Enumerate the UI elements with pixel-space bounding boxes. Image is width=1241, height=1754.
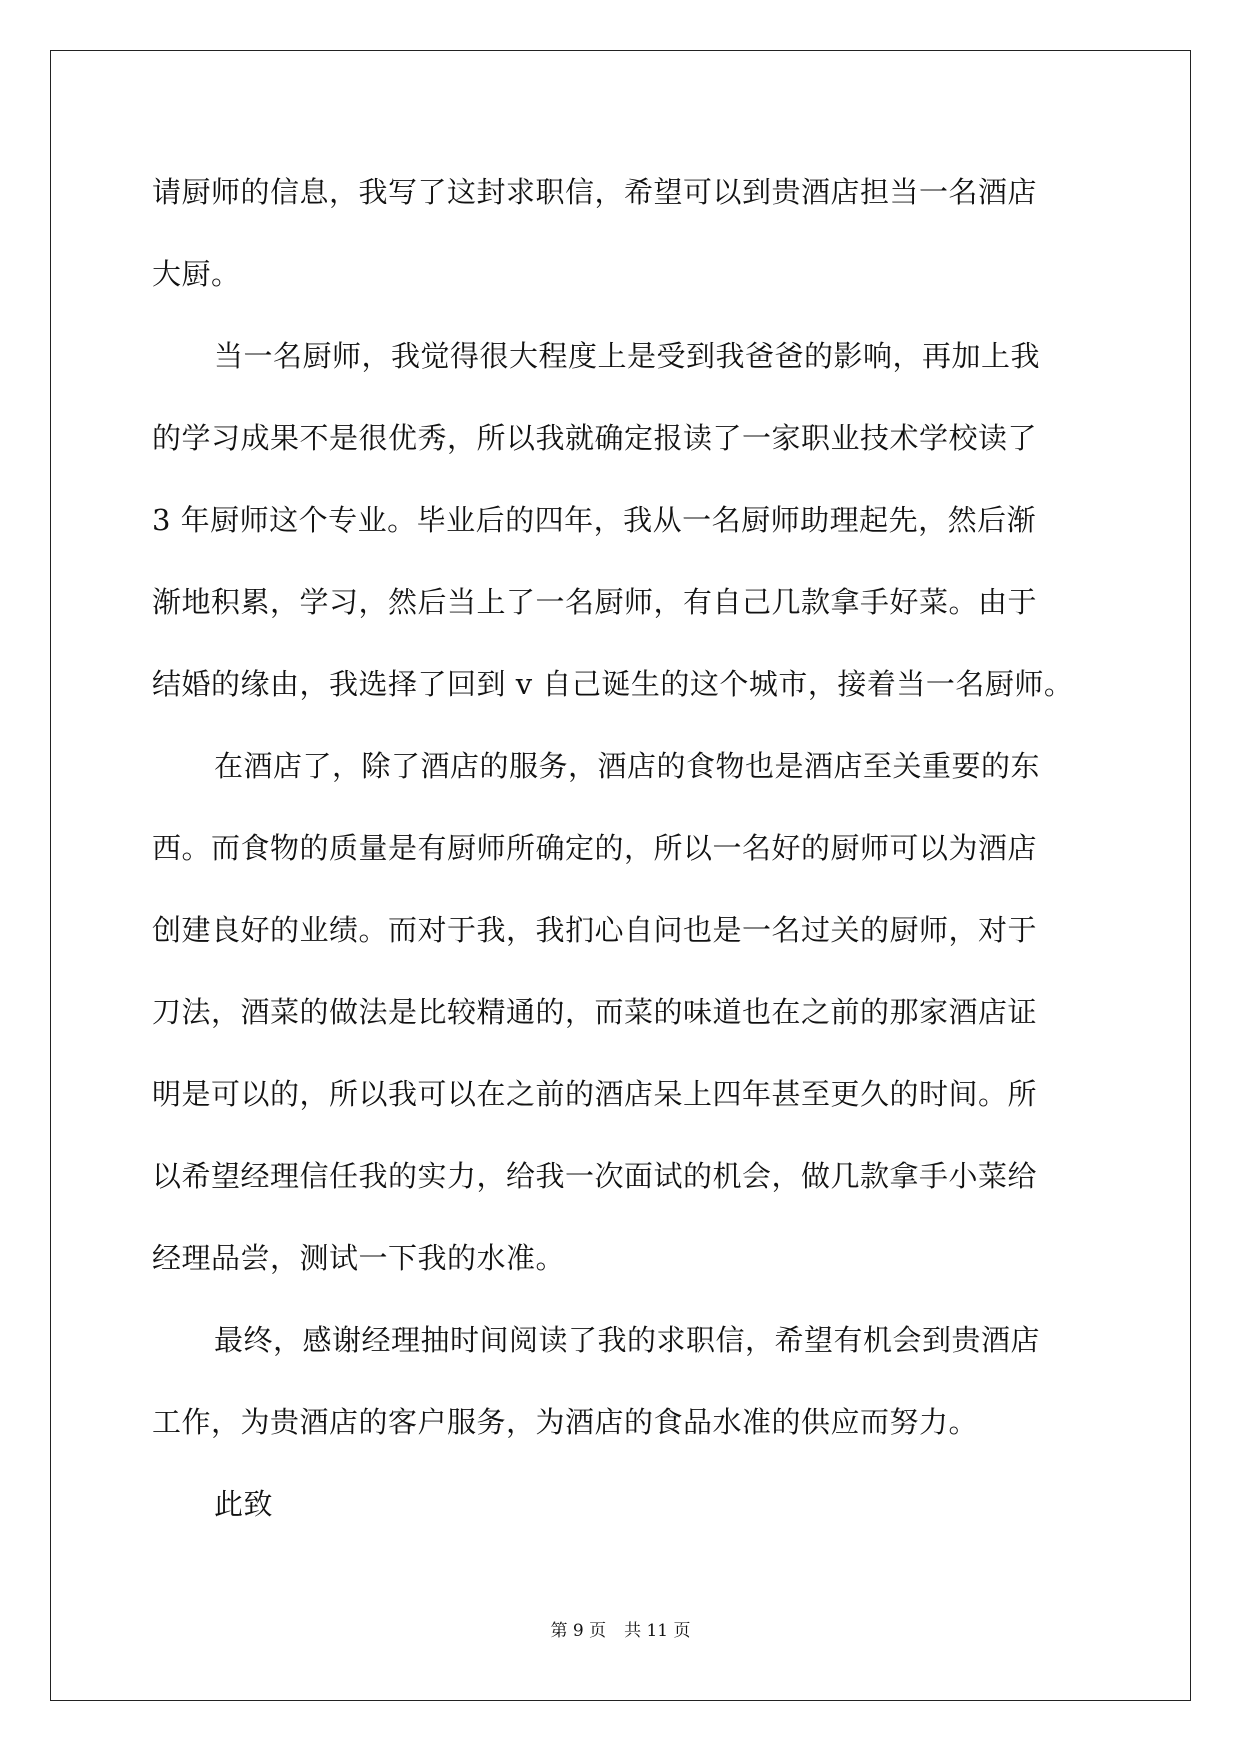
text-line: 西。而食物的质量是有厨师所确定的，所以一名好的厨师可以为酒店	[152, 831, 1038, 865]
closing-salutation: 此致	[214, 1487, 274, 1521]
text-line: 结婚的缘由，我选择了回到 v 自己诞生的这个城市，接着当一名厨师。	[152, 667, 1074, 701]
text-line: 渐地积累，学习，然后当上了一名厨师，有自己几款拿手好菜。由于	[152, 585, 1038, 619]
text-line: 经理品尝，测试一下我的水准。	[152, 1241, 566, 1275]
text-line: 刀法，酒菜的做法是比较精通的，而菜的味道也在之前的那家酒店证	[152, 995, 1038, 1029]
text-line: 请厨师的信息，我写了这封求职信，希望可以到贵酒店担当一名酒店	[152, 175, 1038, 209]
text-line: 明是可以的，所以我可以在之前的酒店呆上四年甚至更久的时间。所	[152, 1077, 1038, 1111]
paragraph-start-line: 最终，感谢经理抽时间阅读了我的求职信，希望有机会到贵酒店	[214, 1323, 1041, 1357]
page-number: 第 9 页	[550, 1621, 607, 1641]
paragraph-start-line: 在酒店了，除了酒店的服务，酒店的食物也是酒店至关重要的东	[214, 749, 1041, 783]
text-line: 的学习成果不是很优秀，所以我就确定报读了一家职业技术学校读了	[152, 421, 1038, 455]
page-total: 共 11 页	[624, 1621, 691, 1641]
text-line: 大厨。	[152, 257, 241, 291]
text-line: 以希望经理信任我的实力，给我一次面试的机会，做几款拿手小菜给	[152, 1159, 1038, 1193]
paragraph-start-line: 当一名厨师，我觉得很大程度上是受到我爸爸的影响，再加上我	[214, 339, 1041, 373]
page-footer	[0, 1616, 1241, 1641]
text-line: 工作，为贵酒店的客户服务，为酒店的食品水准的供应而努力。	[152, 1405, 979, 1439]
text-line: 3 年厨师这个专业。毕业后的四年，我从一名厨师助理起先，然后渐	[152, 503, 1037, 537]
document-body	[152, 158, 1088, 1552]
text-line: 创建良好的业绩。而对于我，我扪心自问也是一名过关的厨师，对于	[152, 913, 1038, 947]
